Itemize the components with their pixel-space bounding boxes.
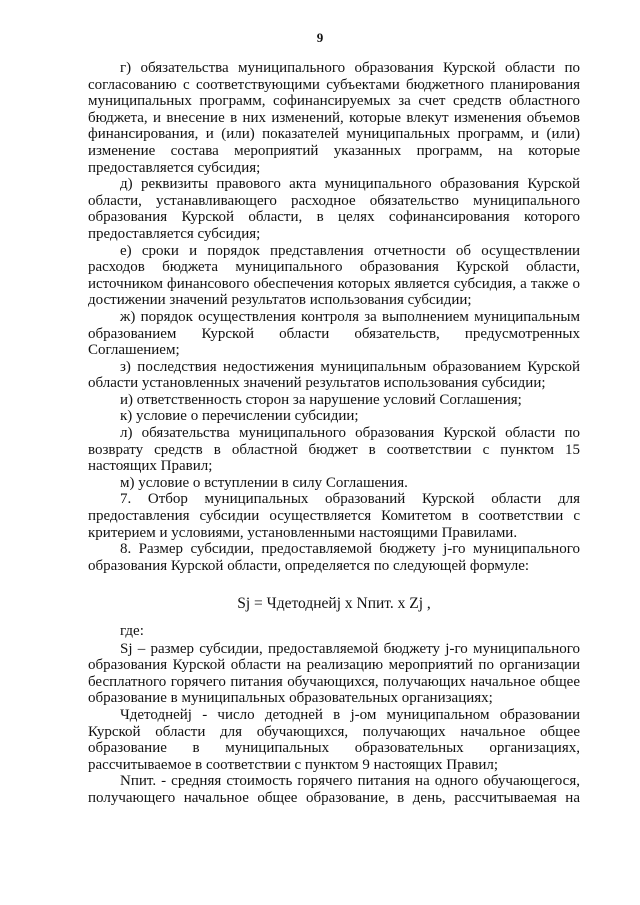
paragraph-item-zh: ж) порядок осуществления контроля за выполнением муниципальным образованием Курской области обязательств, предусмотренных Соглашением; — [88, 308, 580, 359]
formula-where-label: где: — [120, 623, 144, 639]
paragraph-section-8: 8. Размер субсидии, предоставляемой бюджету j-го муниципального образования Курской области, определяется по следующей формуле: — [88, 541, 580, 574]
paragraph-item-m: м) условие о вступлении в силу Соглашения. — [120, 474, 408, 491]
paragraph-item-k: к) условие о перечислении субсидии; — [120, 408, 359, 425]
page-number: 9 — [316, 30, 324, 45]
definition-meal-cost: Nпит. - средняя стоимость горячего питания на одного обучающегося, получающего начальное общее образование, в день, рассчитываемая на — [88, 773, 580, 806]
document-body — [88, 60, 580, 807]
paragraph-item-i: и) ответственность сторон за нарушение условий Соглашения; — [120, 391, 522, 408]
paragraph-item-e: е) сроки и порядок представления отчетности об осуществлении расходов бюджета муниципального образования Курской области, источником финансового обеспечения которых является субсидия, а также о достижении значений результатов использования субсидии; — [88, 242, 580, 309]
definition-child-days: Чдетоднейj - число детодней в j-ом муниципальном образовании Курской области для обучающихся, получающих начальное общее образование в муниципальных образовательных организациях, рассчитываемое в соответствии с пунктом 9 настоящих Правил; — [88, 706, 580, 773]
paragraph-item-z: з) последствия недостижения муниципальным образованием Курской области установленных значений результатов использования субсидии; — [88, 358, 580, 392]
definition-sj: Sj – размер субсидии, предоставляемой бюджету j-го муниципального образования Курской области на реализацию мероприятий по организации бесплатного горячего питания обучающихся, получающих начальное общее образование в муниципальных образовательных организациях; — [88, 640, 580, 707]
paragraph-item-l: л) обязательства муниципального образования Курской области по возврату средств в областной бюджет в соответствии с пунктом 15 настоящих Правил; — [88, 425, 580, 475]
paragraph-item-g: г) обязательства муниципального образования Курской области по согласованию с соответствующими субъектами бюджетного планирования муниципальных программ, софинансируемых за счет средств областного бюджета, и внесение в них изменений, которые влекут изменения объемов финансирования, и (или) показателей муниципальных программ, и (или) изменение состава мероприятий указанных программ, на которые предоставляется субсидия; — [88, 60, 580, 176]
paragraph-item-d: д) реквизиты правового акта муниципального образования Курской области, устанавливающего расходное обязательство муниципального образования Курской области, в целях софинансирования которого предоставляется субсидия; — [88, 176, 580, 242]
subsidy-formula: Sj = Чдетоднейj х Nпит. х Zj , — [237, 595, 431, 613]
paragraph-section-7: 7. Отбор муниципальных образований Курской области для предоставления субсидии осуществляется Комитетом в соответствии с критерием и условиями, установленными настоящими Правилами. — [88, 491, 580, 541]
